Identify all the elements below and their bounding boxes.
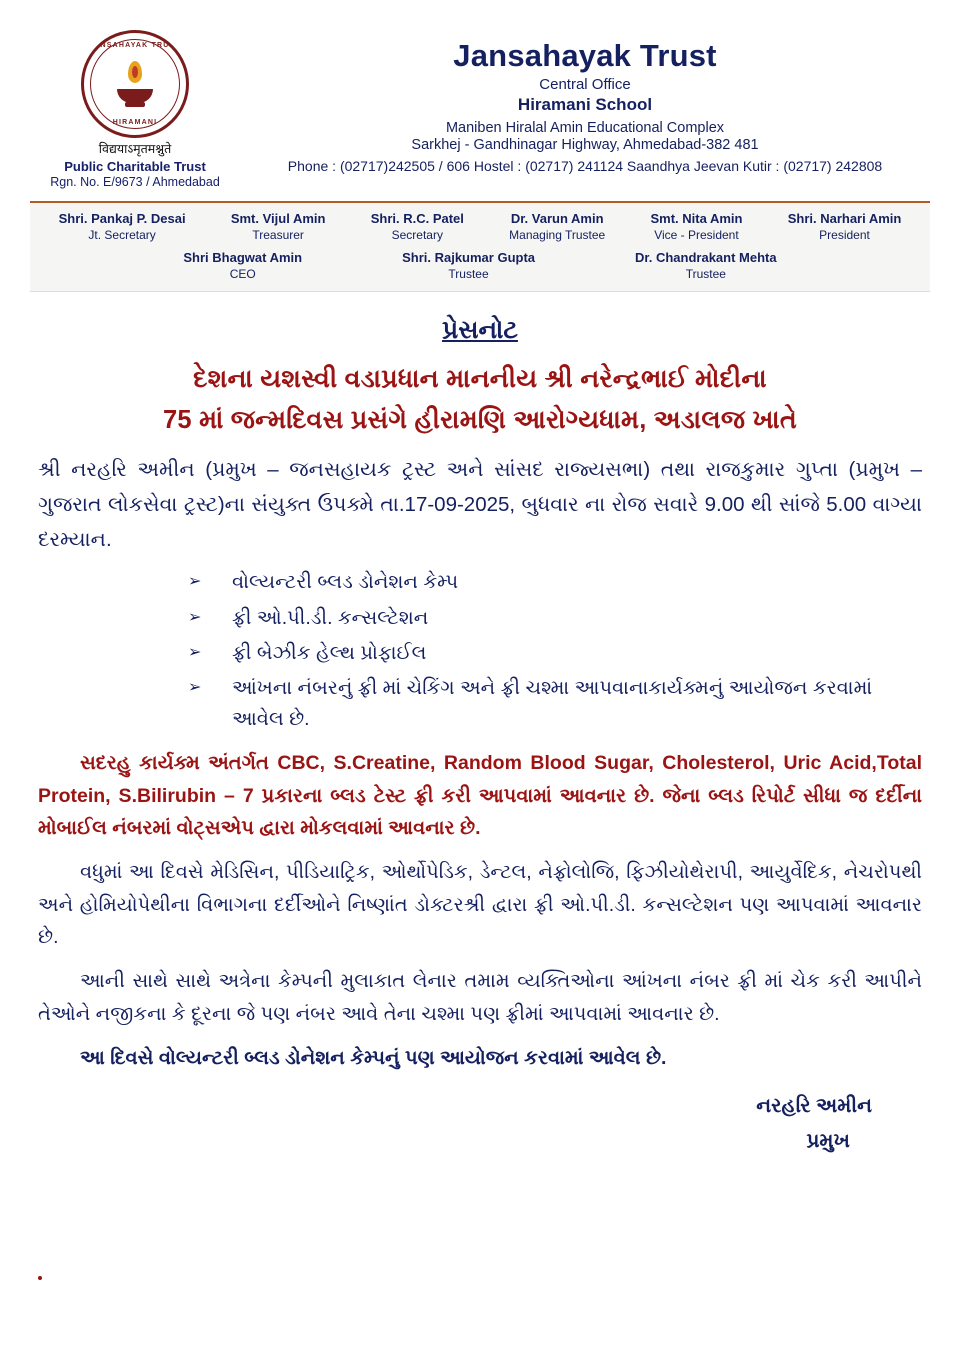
official-entry bbox=[208, 211, 348, 242]
official-role: President bbox=[819, 228, 870, 242]
signature-name: નરહરિ અમીન bbox=[756, 1094, 872, 1117]
registration-number: Rgn. No. E/9673 / Ahmedabad bbox=[50, 175, 220, 189]
list-item-label: આંખના નંબરનું ફ્રી માં ચેકિંગ અને ફ્રી ચશ્મા આપવાનાકાર્યક્મનું આયોજન કરવામાં આવેલ છે. bbox=[232, 676, 873, 731]
document-body bbox=[30, 292, 930, 1153]
paragraph-blood-donation: આ દિવસે વોલ્યન્ટરી બ્લડ ડોનેશન કેમ્પનું પણ આયોજન કરવામાં આવેલ છે. bbox=[80, 1047, 667, 1070]
official-name: Shri Bhagwat Amin bbox=[183, 250, 303, 265]
official-role: Secretary bbox=[391, 228, 443, 242]
headline-line-1: દેશના યશસ્વી વડાપ્રધાન માનનીય શ્રી નરેન્દ્રભાઈ મોદીના bbox=[193, 365, 767, 393]
official-name: Dr. Varun Amin bbox=[510, 211, 604, 226]
sub-headline: શ્રી નરહરિ અમીન (પ્રમુખ – જનસહાયક ટ્રસ્ટ અને સાંસદ રાજ્યસભા) તથા રાજકુમાર ગુપ્તા (પ્રમુખ – ગુજરાત લોકસેવા ટ્રસ્ટ)ના સંયુક્ત ઉપક્મે તા.17-09-2025, બુધવાર ના રોજ સવારે 9.00 થી સાંજે 5.00 વાગ્યા દરમ્યાન. bbox=[38, 457, 922, 552]
complex-name: Maniben Hiralal Amin Educational Complex bbox=[445, 120, 725, 136]
arrow-bullet-icon: ➢ bbox=[188, 608, 202, 626]
official-name: Shri. R.C. Patel bbox=[370, 211, 464, 226]
address-line: Sarkhej - Gandhinagar Highway, Ahmedabad-382 481 bbox=[411, 137, 759, 153]
paragraph-eye-checkup: આની સાથે સાથે અત્રેના કેમ્પની મુલાકાત લેનાર તમામ વ્યક્તિઓના આંખના નંબર ફ્રી માં ચેક કરી આપીને તેઓને નજીકના કે દૂરના જે પણ નંબર આવે તેના ચશ્મા પણ ફ્રીમાં આપવામાં આવનાર છે. bbox=[38, 970, 922, 1025]
officials-band bbox=[30, 203, 930, 292]
official-entry bbox=[183, 250, 302, 281]
paragraph-opd-departments: વધુમાં આ દિવસે મેડિસિન, પીડિયાટ્રિક, ઓર્થોપેડિક, ડેન્ટલ, નેફ્રોલોજિ, ફિઝીયોથેરાપી, આયુર્વેદિક, નેચરોપથી અને હોમિયોપેથીના વિભાગના દર્દીઓને નિષ્ણાંત ડોક્ટરશ્રી દ્વારા ફ્રી ઓ.પી.ડી. કન્સલ્ટેશન પણ આપવામાં આવનાર છે. bbox=[38, 861, 922, 949]
official-name: Smt. Nita Amin bbox=[650, 211, 743, 226]
list-item bbox=[38, 603, 922, 634]
officials-row-1 bbox=[30, 211, 930, 242]
official-entry bbox=[628, 211, 765, 242]
official-role: Jt. Secretary bbox=[88, 228, 156, 242]
page-dot-mark bbox=[38, 1276, 42, 1280]
list-item bbox=[38, 567, 922, 598]
trust-type: Public Charitable Trust bbox=[64, 159, 206, 174]
official-entry bbox=[402, 250, 535, 281]
official-entry bbox=[36, 211, 208, 242]
oil-lamp-icon bbox=[112, 61, 158, 107]
list-item bbox=[38, 673, 922, 735]
organization-name: Jansahayak Trust bbox=[453, 38, 717, 73]
signature-block bbox=[38, 1095, 922, 1153]
official-entry bbox=[487, 211, 628, 242]
services-list bbox=[38, 567, 922, 735]
signature-role: પ્રમુખ bbox=[806, 1129, 850, 1152]
office-label: Central Office bbox=[539, 76, 631, 93]
official-role: Managing Trustee bbox=[509, 228, 606, 242]
official-role: Trustee bbox=[448, 267, 489, 281]
lamp-bowl-shape bbox=[117, 89, 153, 103]
official-name: Dr. Chandrakant Mehta bbox=[635, 250, 777, 265]
arrow-bullet-icon: ➢ bbox=[188, 573, 202, 591]
official-entry bbox=[635, 250, 777, 281]
headline-line-2: 75 માં જન્મદિવસ પ્રસંગે હીરામણિ આરોગ્યધામ, અડાલજ ખાતે bbox=[163, 406, 797, 435]
official-role: CEO bbox=[229, 267, 256, 281]
official-name: Shri. Pankaj P. Desai bbox=[58, 211, 186, 226]
sanskrit-motto: विद्ययाऽमृतमश्नुते bbox=[98, 142, 172, 156]
letterhead-text-block bbox=[240, 26, 930, 174]
list-item-label: ફ્રી બેઝીક હેલ્થ પ્રોફાઈલ bbox=[232, 641, 427, 664]
official-name: Smt. Vijul Amin bbox=[230, 211, 326, 226]
official-name: Shri. Rajkumar Gupta bbox=[402, 250, 536, 265]
logo-block bbox=[30, 26, 240, 189]
official-name: Shri. Narhari Amin bbox=[787, 211, 902, 226]
arrow-bullet-icon: ➢ bbox=[188, 643, 202, 661]
arrow-bullet-icon: ➢ bbox=[188, 678, 202, 696]
seal-top-text: JANSAHAYAK TRUST bbox=[89, 42, 181, 49]
letterhead bbox=[30, 18, 930, 195]
phone-line: Phone : (02717)242505 / 606 Hostel : (02717) 241124 Saandhya Jeevan Kutir : (02717) 242808 bbox=[287, 158, 883, 174]
school-name: Hiramani School bbox=[517, 95, 653, 114]
seal-bottom-text: HIRAMANI bbox=[112, 119, 158, 126]
trust-seal-icon bbox=[81, 30, 189, 138]
officials-row-2 bbox=[30, 250, 930, 281]
official-role: Trustee bbox=[685, 267, 726, 281]
list-item-label: ફ્રી ઓ.પી.ડી. કન્સલ્ટેશન bbox=[232, 606, 429, 629]
flame-shape bbox=[128, 61, 142, 83]
official-entry bbox=[348, 211, 486, 242]
official-entry bbox=[765, 211, 924, 242]
page-title: પ્રેસનોટ bbox=[442, 316, 518, 344]
list-item-label: વોલ્યન્ટરી બ્લડ ડોનેશન કેમ્પ bbox=[232, 571, 459, 594]
lamp-stem-shape bbox=[125, 102, 145, 107]
official-role: Treasurer bbox=[252, 228, 304, 242]
list-item bbox=[38, 638, 922, 669]
paragraph-blood-tests: સદરહુ કાર્યક્મ અંતર્ગત CBC, S.Creatine, Random Blood Sugar, Cholesterol, Uric Acid,Total Protein, S.Bilirubin – 7 પ્રકારના બ્લડ ટેસ્ટ ફ્રી કરી આપવામાં આવનાર છે. જેના બ્લડ રિપોર્ટ સીધા જ દર્દીના મોબાઈલ નંબરમાં વોટ્સએપ દ્વારા મોકલવામાં આવનાર છે. bbox=[38, 752, 922, 839]
official-role: Vice - President bbox=[654, 228, 739, 242]
